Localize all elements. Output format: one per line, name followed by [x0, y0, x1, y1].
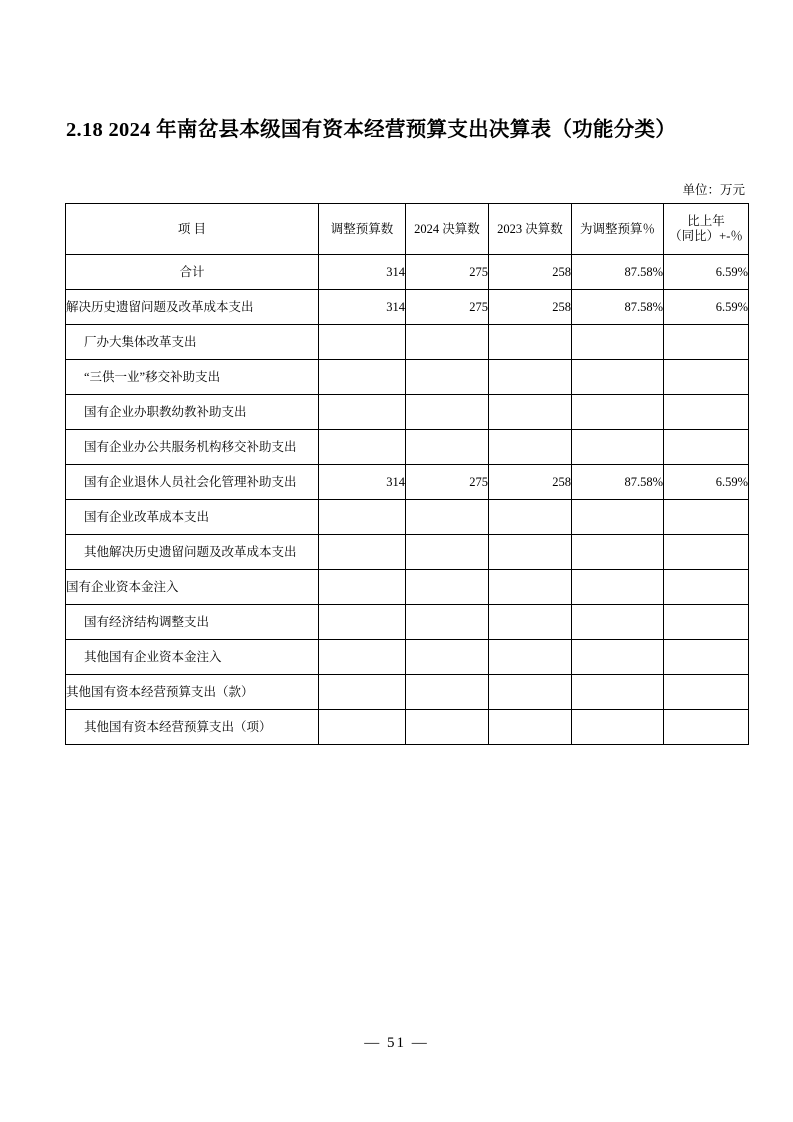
table-row — [66, 255, 749, 290]
row-adjusted-budget: 314 — [319, 290, 406, 325]
row-pct-of-adjusted — [572, 675, 664, 710]
row-item-label: 国有企业办公共服务机构移交补助支出 — [66, 430, 319, 465]
row-yoy — [664, 605, 749, 640]
row-2024-final — [406, 710, 489, 745]
row-adjusted-budget — [319, 710, 406, 745]
row-yoy — [664, 535, 749, 570]
row-pct-of-adjusted: 87.58% — [572, 465, 664, 500]
column-header-pct-of-adjusted: 为调整预算％ — [572, 204, 664, 255]
row-yoy — [664, 710, 749, 745]
row-2024-final: 275 — [406, 255, 489, 290]
column-header-2024-final: 2024 决算数 — [406, 204, 489, 255]
row-item-label: 其他国有资本经营预算支出（款） — [66, 675, 319, 710]
unit-label: 单位：万元 — [682, 183, 745, 197]
row-yoy: 6.59% — [664, 255, 749, 290]
row-item-label: 国有企业资本金注入 — [66, 570, 319, 605]
column-header-yoy-line1: 比上年 — [687, 213, 725, 228]
row-adjusted-budget — [319, 395, 406, 430]
row-pct-of-adjusted — [572, 360, 664, 395]
row-adjusted-budget — [319, 325, 406, 360]
row-yoy — [664, 325, 749, 360]
row-2023-final — [489, 430, 572, 465]
row-2023-final — [489, 710, 572, 745]
row-adjusted-budget: 314 — [319, 255, 406, 290]
row-2024-final — [406, 325, 489, 360]
row-adjusted-budget — [319, 640, 406, 675]
table-row — [66, 535, 749, 570]
row-item-label: 其他国有企业资本金注入 — [66, 640, 319, 675]
table-row — [66, 360, 749, 395]
row-item-label: 国有企业改革成本支出 — [66, 500, 319, 535]
row-2023-final — [489, 605, 572, 640]
row-2023-final — [489, 570, 572, 605]
row-item-label: 解决历史遗留问题及改革成本支出 — [66, 290, 319, 325]
row-item-label: 国有经济结构调整支出 — [66, 605, 319, 640]
table-row — [66, 325, 749, 360]
row-2024-final — [406, 360, 489, 395]
row-2023-final — [489, 640, 572, 675]
row-2023-final — [489, 360, 572, 395]
table-row — [66, 395, 749, 430]
row-2023-final — [489, 675, 572, 710]
page-number: — 51 — — [364, 1035, 429, 1051]
row-2024-final — [406, 430, 489, 465]
row-adjusted-budget — [319, 430, 406, 465]
row-adjusted-budget — [319, 570, 406, 605]
row-yoy — [664, 570, 749, 605]
column-header-yoy-line2: （同比）+-％ — [669, 229, 743, 243]
budget-expenditure-table — [65, 203, 749, 745]
row-yoy — [664, 395, 749, 430]
row-adjusted-budget — [319, 500, 406, 535]
row-pct-of-adjusted — [572, 500, 664, 535]
row-adjusted-budget — [319, 360, 406, 395]
row-item-label: 其他国有资本经营预算支出（项） — [66, 710, 319, 745]
row-yoy — [664, 640, 749, 675]
row-2024-final: 275 — [406, 465, 489, 500]
row-yoy — [664, 360, 749, 395]
row-yoy: 6.59% — [664, 290, 749, 325]
table-row — [66, 675, 749, 710]
row-adjusted-budget — [319, 605, 406, 640]
budget-table-container — [65, 203, 748, 745]
row-pct-of-adjusted — [572, 430, 664, 465]
row-2024-final — [406, 500, 489, 535]
row-2024-final — [406, 605, 489, 640]
table-row — [66, 605, 749, 640]
row-pct-of-adjusted — [572, 535, 664, 570]
row-2024-final — [406, 675, 489, 710]
row-2023-final: 258 — [489, 255, 572, 290]
row-adjusted-budget — [319, 535, 406, 570]
table-row — [66, 710, 749, 745]
row-2023-final — [489, 325, 572, 360]
row-2024-final — [406, 570, 489, 605]
row-adjusted-budget — [319, 675, 406, 710]
row-item-label: 国有企业办职教幼教补助支出 — [66, 395, 319, 430]
table-row — [66, 465, 749, 500]
column-header-2023-final: 2023 决算数 — [489, 204, 572, 255]
table-header — [66, 204, 749, 255]
row-pct-of-adjusted — [572, 570, 664, 605]
row-2024-final — [406, 395, 489, 430]
row-pct-of-adjusted — [572, 640, 664, 675]
row-2023-final — [489, 535, 572, 570]
table-row — [66, 570, 749, 605]
table-row — [66, 290, 749, 325]
row-pct-of-adjusted: 87.58% — [572, 290, 664, 325]
row-pct-of-adjusted: 87.58% — [572, 255, 664, 290]
row-pct-of-adjusted — [572, 710, 664, 745]
row-2024-final — [406, 535, 489, 570]
table-body — [66, 255, 749, 745]
row-2024-final — [406, 640, 489, 675]
table-row — [66, 500, 749, 535]
column-header-yoy — [664, 204, 749, 255]
row-item-label: 国有企业退休人员社会化管理补助支出 — [66, 465, 319, 500]
row-item-label: 其他解决历史遗留问题及改革成本支出 — [66, 535, 319, 570]
row-item-label: 合计 — [66, 255, 319, 290]
row-2023-final — [489, 395, 572, 430]
row-yoy — [664, 675, 749, 710]
row-2023-final: 258 — [489, 465, 572, 500]
page-title: 2.18 2024 年南岔县本级国有资本经营预算支出决算表（功能分类） — [66, 119, 677, 141]
row-yoy — [664, 430, 749, 465]
row-2023-final — [489, 500, 572, 535]
row-item-label: 厂办大集体改革支出 — [66, 325, 319, 360]
row-pct-of-adjusted — [572, 395, 664, 430]
row-yoy: 6.59% — [664, 465, 749, 500]
row-adjusted-budget: 314 — [319, 465, 406, 500]
row-2023-final: 258 — [489, 290, 572, 325]
table-row — [66, 640, 749, 675]
column-header-adjusted-budget: 调整预算数 — [319, 204, 406, 255]
table-header-row — [66, 204, 749, 255]
row-pct-of-adjusted — [572, 605, 664, 640]
row-pct-of-adjusted — [572, 325, 664, 360]
row-2024-final: 275 — [406, 290, 489, 325]
row-item-label: “三供一业”移交补助支出 — [66, 360, 319, 395]
row-yoy — [664, 500, 749, 535]
table-row — [66, 430, 749, 465]
column-header-item: 项 目 — [66, 204, 319, 255]
